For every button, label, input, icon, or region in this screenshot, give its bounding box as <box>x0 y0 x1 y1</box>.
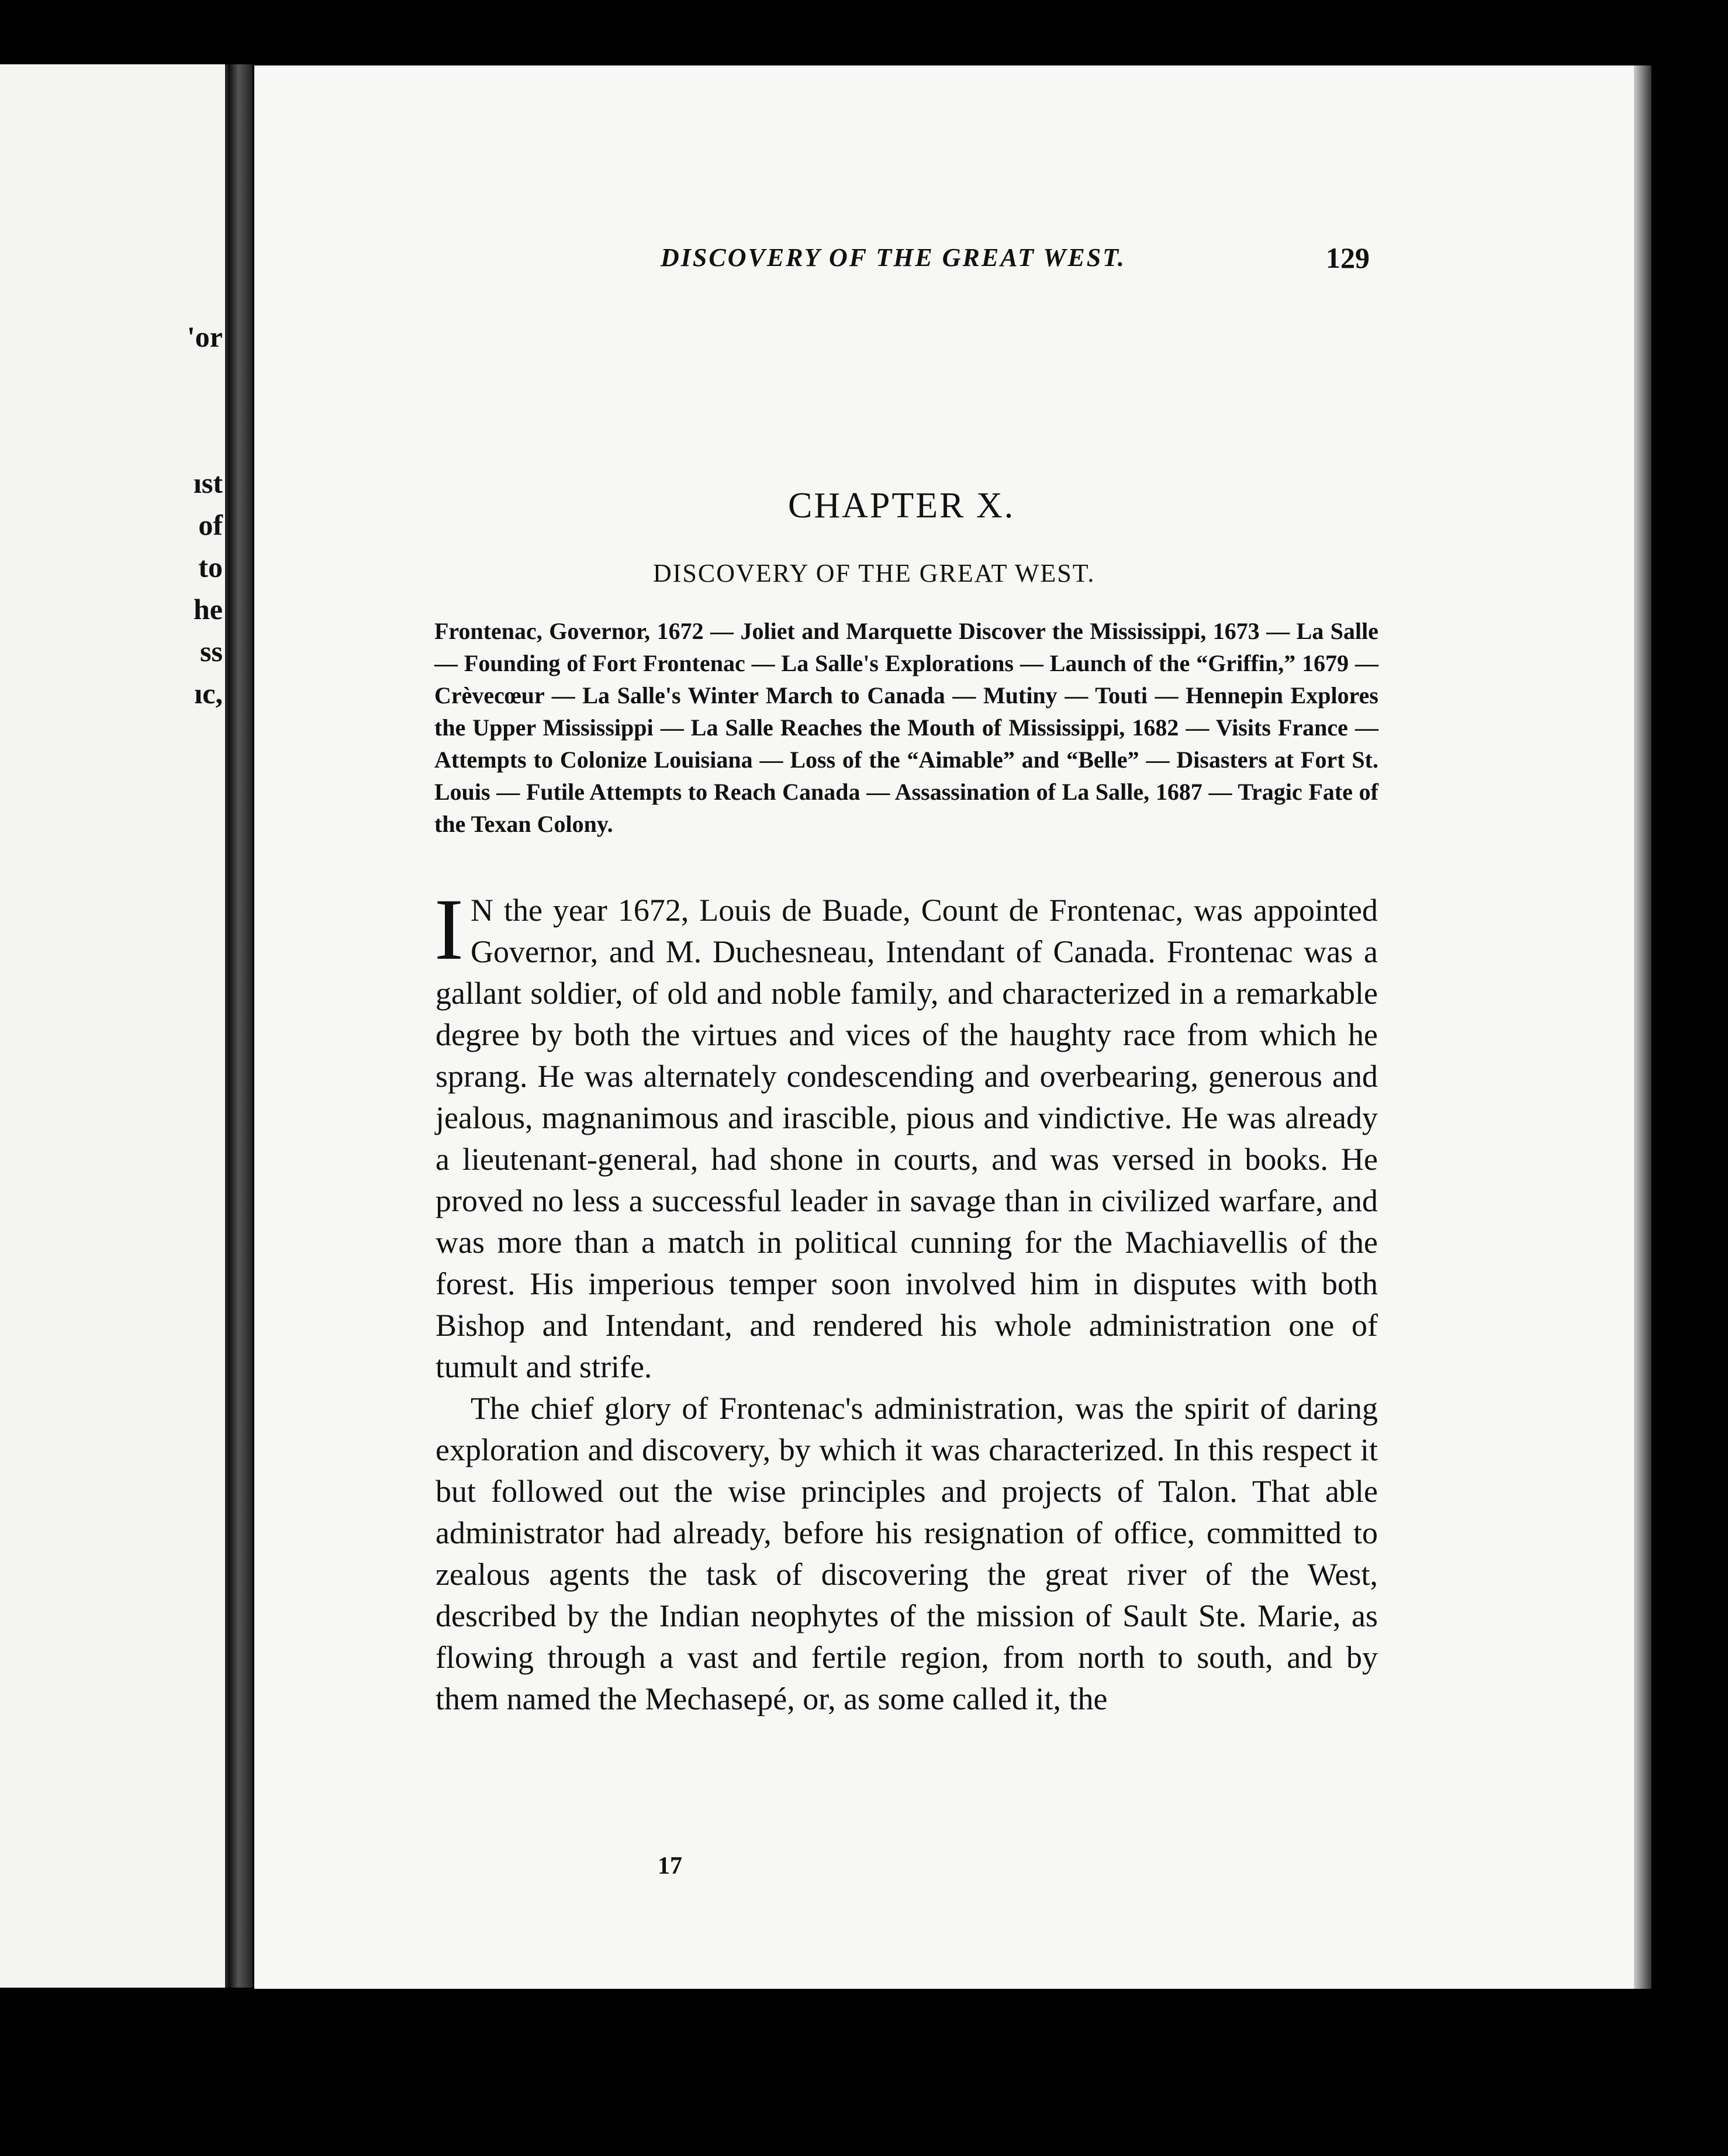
signature-mark: 17 <box>658 1853 682 1879</box>
page-number: 129 <box>1326 241 1370 274</box>
left-fragment-2: ıst <box>193 467 223 499</box>
left-fragment-3: of <box>198 509 223 541</box>
chapter-subtitle: DISCOVERY OF THE GREAT WEST. <box>653 559 1095 588</box>
book-gutter <box>229 64 253 1988</box>
chapter-title: CHAPTER X. <box>788 486 1015 526</box>
paragraph-1 <box>434 881 1378 1388</box>
page-edge <box>1634 65 1651 1989</box>
previous-page-fragment <box>0 64 229 1988</box>
left-fragment-1: 'or <box>186 320 223 353</box>
left-fragment-5: he <box>193 593 223 626</box>
chapter-synopsis: Frontenac, Governor, 1672 — Joliet and Marquette Discover the Mississippi, 1673 — La Salle — Founding of Fort Frontenac — La Salle's Explorations — Launch of the “Griffin,” 1679 — Crèvecœur — La Salle's Winter March to Canada — Mutiny — Touti — Hennepin Explores the Upper Mississippi — La Salle Reaches the Mouth of Mississippi, 1682 — Visits France — Attempts to Colonize Louisiana — Loss of the “Aimable” and “Belle” — Disasters at Fort St. Louis — Futile Attempts to Reach Canada — Assassination of La Salle, 1687 — Tragic Fate of the Texan Colony. <box>434 618 1378 837</box>
left-fragment-6: ss <box>200 635 223 668</box>
paragraph-2: The chief glory of Frontenac's administration, was the spirit of daring exploration and discovery, by which it was characterized. In this respect it but followed out the wise principles and projects of Talon. That able administrator had already, before his resignation of office, committed to zealous agents the task of discovering the great river of the West, described by the Indian neophytes of the mission of Sault Ste. Marie, as flowing through a vast and fertile region, from north to south, and by them named the Mechasepé, or, as some called it, the <box>436 1391 1378 1716</box>
body-text <box>434 881 1378 1720</box>
running-head: DISCOVERY OF THE GREAT WEST. <box>661 243 1126 272</box>
paragraph-1-text: N the year 1672, Louis de Buade, Count de Frontenac, was appointed Governor, and M. Duchesneau, Intendant of Canada. Frontenac was a gallant soldier, of old and noble family, and characterized in a remarkable degree by both the virtues and vices of the haughty race from which he sprang. He was alternately condescending and overbearing, generous and jealous, magnanimous and irascible, pious and vindictive. He was already a lieutenant-general, had shone in courts, and was versed in books. He proved no less a successful leader in savage than in civilized warfare, and was more than a match in political cunning for the Machiavellis of the forest. His imperious temper soon involved him in disputes with both Bishop and Intendant, and rendered his whole administration one of tumult and strife. <box>436 893 1378 1384</box>
left-fragment-7: ıc, <box>194 677 223 710</box>
drop-cap: I <box>434 881 464 978</box>
left-fragment-4: to <box>198 551 223 583</box>
